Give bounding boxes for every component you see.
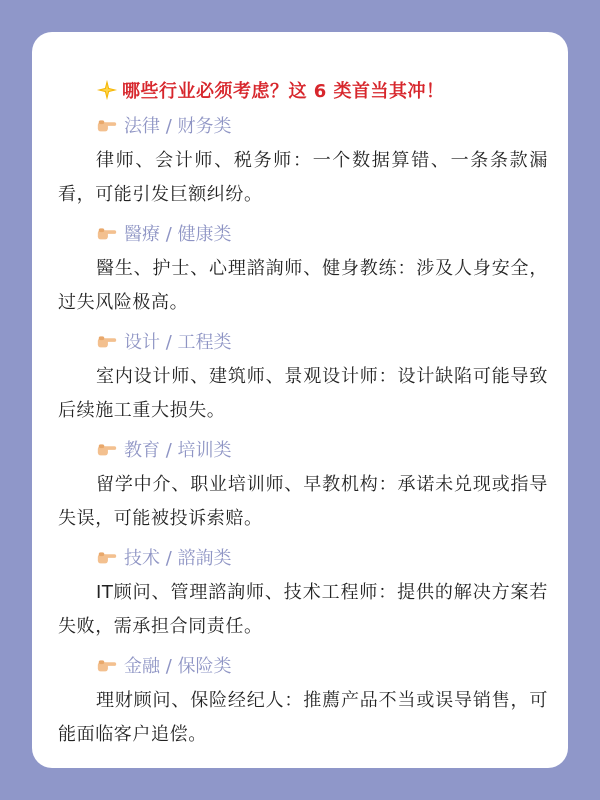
category-heading [96,650,548,680]
category-label: 设计 / 工程类 [124,332,232,353]
category-heading [96,326,548,356]
category-description: 理财顾问、保险经纪人：推薦产品不当或误导销售，可能面临客户追偿。 [58,690,548,745]
category-description: 醫生、护士、心理諮詢师、健身教练：涉及人身安全，过失风险极高。 [58,258,548,313]
category-heading [96,434,548,464]
section-design-engineering [58,326,548,428]
pointing-hand-icon [96,116,118,134]
category-description: 留学中介、职业培训师、早教机构：承诺未兑现或指导失误，可能被投诉索赔。 [58,474,548,529]
star-icon [96,79,118,101]
category-description: 室内设计师、建筑师、景观设计师：设计缺陷可能导致后续施工重大损失。 [58,366,548,421]
category-label: 教育 / 培训类 [124,440,232,461]
category-description: IT顾问、管理諮詢师、技术工程师：提供的解决方案若失败，需承担合同责任。 [58,582,548,637]
pointing-hand-icon [96,332,118,350]
category-label: 法律 / 财务类 [124,116,232,137]
category-description: 律师、会计师、税务师：一个数据算错、一条条款漏看，可能引发巨额纠纷。 [58,150,548,205]
section-tech-consulting [58,542,548,644]
headline [96,76,548,104]
pointing-hand-icon [96,440,118,458]
headline-text: 哪些行业必须考虑？这 6 类首当其冲！ [122,81,445,102]
section-legal-finance [58,110,548,212]
category-label: 醫療 / 健康类 [124,224,232,245]
content-card [32,32,568,768]
category-label: 技术 / 諮詢类 [124,548,232,569]
pointing-hand-icon [96,548,118,566]
category-heading [96,542,548,572]
category-label: 金融 / 保险类 [124,656,232,677]
section-education-training [58,434,548,536]
category-heading [96,110,548,140]
pointing-hand-icon [96,656,118,674]
category-heading [96,218,548,248]
pointing-hand-icon [96,224,118,242]
section-medical-health [58,218,548,320]
article-body [58,76,548,752]
section-finance-insurance [58,650,548,752]
